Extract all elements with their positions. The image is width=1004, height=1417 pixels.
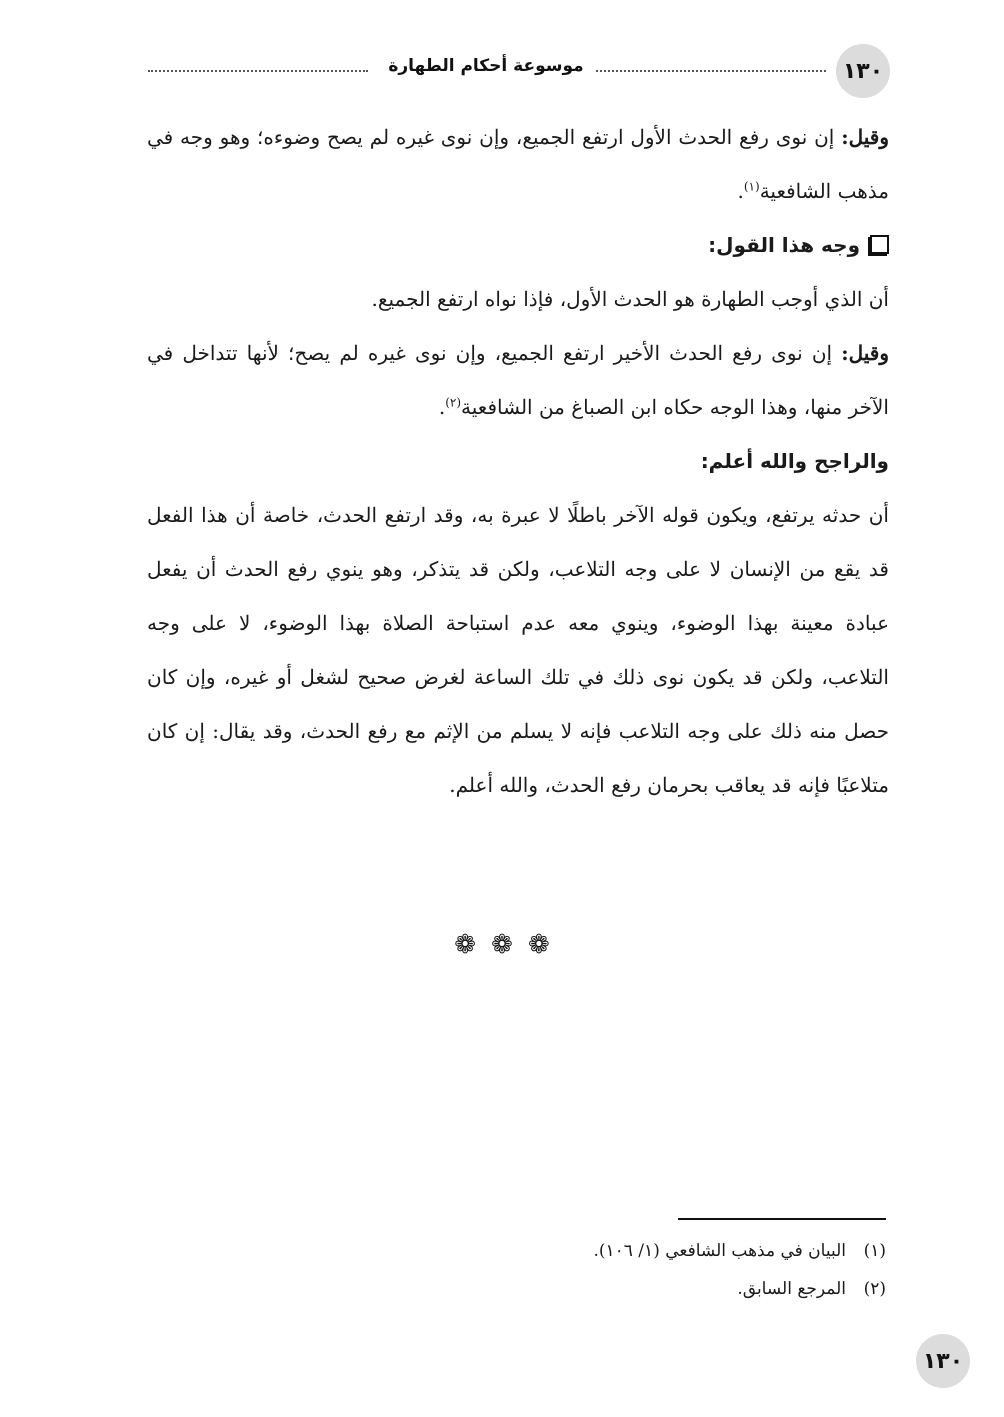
footnote-text: البيان في مذهب الشافعي (١/ ١٠٦). — [593, 1241, 846, 1261]
header-dotted-leader-right — [596, 70, 826, 72]
heading-text: وجه هذا القول: — [708, 233, 860, 257]
paragraph-text: إن نوى رفع الحدث الأخير ارتفع الجميع، وإن نوى غيره لم يصح؛ لأنها تتداخل في الآخر منها، وهذا الوجه حكاه ابن الصباغ من الشافعية — [147, 341, 889, 419]
opinion-label: وقيل: — [841, 125, 889, 149]
running-header — [140, 44, 890, 100]
footer-page-number: ١٣٠ — [916, 1334, 970, 1388]
opinion-label: وقيل: — [841, 341, 889, 365]
footnote-item — [286, 1232, 886, 1270]
paragraph-first-opinion — [147, 110, 889, 218]
checkbox-square-icon — [870, 235, 889, 254]
period: . — [438, 395, 446, 419]
flower-ornament-icon: ❁ — [491, 930, 513, 960]
header-page-number: ١٣٠ — [836, 44, 890, 98]
footnote-ref[interactable]: (٢) — [445, 395, 462, 410]
preferred-opinion-heading: والراجح والله أعلم: — [700, 449, 889, 473]
footnote-ref[interactable]: (١) — [743, 179, 760, 194]
flower-ornament-icon: ❁ — [454, 930, 476, 960]
footnote-divider — [678, 1218, 886, 1220]
section-heading — [147, 218, 889, 272]
footnote-text: المرجع السابق. — [737, 1279, 846, 1299]
paragraph-conclusion: أن حدثه يرتفع، ويكون قوله الآخر باطلًا لا عبرة به، وقد ارتفع الحدث، خاصة أن هذا الفعل قد يقع من الإنسان لا على وجه التلاعب، ولكن قد يتذكر، وهو ينوي رفع الحدث أن يفعل عبادة معينة بهذا الوضوء، وينوي معه عدم استباحة الصلاة بهذا الوضوء، لا على وجه التلاعب، ولكن قد يكون نوى ذلك في تلك الساعة لغرض صحيح لشغل أو غيره، وإن كان حصل منه ذلك على وجه التلاعب فإنه لا يسلم من الإثم مع رفع الحدث، وقد يقال: إن كان متلاعبًا فإنه قد يعاقب بحرمان رفع الحدث، والله أعلم. — [147, 503, 889, 797]
header-dotted-leader-left — [148, 70, 368, 72]
paragraph-second-opinion — [147, 326, 889, 434]
paragraph-text: إن نوى رفع الحدث الأول ارتفع الجميع، وإن نوى غيره لم يصح وضوءه؛ وهو وجه في مذهب الشافعية — [147, 125, 889, 203]
footnote-number: (١) — [863, 1241, 886, 1261]
paragraph-reasoning: أن الذي أوجب الطهارة هو الحدث الأول، فإذا نواه ارتفع الجميع. — [371, 287, 889, 311]
main-text — [147, 110, 889, 812]
section-separator — [0, 930, 1004, 960]
period: . — [737, 179, 744, 203]
book-title: موسوعة أحكام الطهارة — [388, 56, 584, 76]
footnote-number: (٢) — [863, 1279, 886, 1299]
flower-ornament-icon: ❁ — [527, 930, 550, 960]
footnotes — [286, 1232, 886, 1308]
footnote-item — [286, 1270, 886, 1308]
